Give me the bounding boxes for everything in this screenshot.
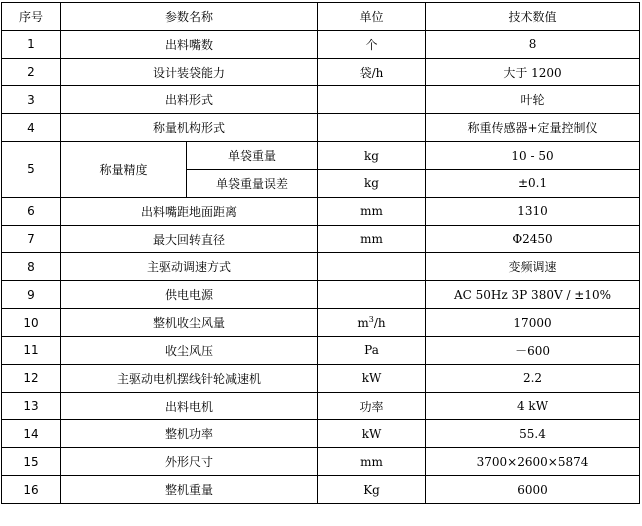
row-name: 整机功率 — [61, 420, 318, 448]
unit-superscript: 3 — [368, 315, 374, 325]
row-unit — [318, 86, 426, 114]
row-unit: kg — [318, 169, 426, 197]
row-index: 8 — [2, 253, 61, 281]
row-index: 14 — [2, 420, 61, 448]
row-unit: mm — [318, 448, 426, 476]
row-name: 出料嘴距地面距离 — [61, 197, 318, 225]
row-unit — [318, 114, 426, 142]
row-name: 外形尺寸 — [61, 448, 318, 476]
row-index: 6 — [2, 197, 61, 225]
table-row — [2, 58, 640, 86]
row-unit: mm — [318, 225, 426, 253]
table-row — [2, 142, 640, 170]
row-index: 4 — [2, 114, 61, 142]
row-value: 8 — [426, 30, 640, 58]
spec-table — [1, 2, 640, 504]
row-index: 9 — [2, 281, 61, 309]
row-sub-name: 单袋重量误差 — [187, 169, 318, 197]
row-name: 最大回转直径 — [61, 225, 318, 253]
table-row — [2, 114, 640, 142]
table-row — [2, 392, 640, 420]
row-value: 2.2 — [426, 364, 640, 392]
row-index: 2 — [2, 58, 61, 86]
row-index: 13 — [2, 392, 61, 420]
table-row — [2, 225, 640, 253]
row-value: －600 — [426, 336, 640, 364]
row-unit: Pa — [318, 336, 426, 364]
row-name: 出料电机 — [61, 392, 318, 420]
row-name: 主驱动电机摆线针轮减速机 — [61, 364, 318, 392]
row-index: 7 — [2, 225, 61, 253]
row-name: 整机重量 — [61, 476, 318, 504]
row-name: 设计装袋能力 — [61, 58, 318, 86]
row-index: 16 — [2, 476, 61, 504]
row-name: 出料嘴数 — [61, 30, 318, 58]
row-value: 10 - 50 — [426, 142, 640, 170]
table-row — [2, 476, 640, 504]
table-row — [2, 420, 640, 448]
row-value: 6000 — [426, 476, 640, 504]
table-row — [2, 86, 640, 114]
row-value: 17000 — [426, 309, 640, 337]
row-unit: 袋/h — [318, 58, 426, 86]
row-value: 1310 — [426, 197, 640, 225]
row-index: 11 — [2, 336, 61, 364]
row-unit: kW — [318, 420, 426, 448]
row-unit — [318, 309, 426, 337]
row-value: 变频调速 — [426, 253, 640, 281]
row-group-name: 称量精度 — [61, 142, 187, 198]
row-index: 12 — [2, 364, 61, 392]
row-value: Φ2450 — [426, 225, 640, 253]
row-unit: mm — [318, 197, 426, 225]
table-row — [2, 448, 640, 476]
row-index: 3 — [2, 86, 61, 114]
row-unit: 个 — [318, 30, 426, 58]
row-name: 整机收尘风量 — [61, 309, 318, 337]
row-index: 15 — [2, 448, 61, 476]
row-name: 收尘风压 — [61, 336, 318, 364]
header-unit: 单位 — [318, 3, 426, 31]
row-value: 大于 1200 — [426, 58, 640, 86]
row-value: 叶轮 — [426, 86, 640, 114]
table-row — [2, 309, 640, 337]
header-index: 序号 — [2, 3, 61, 31]
table-body — [2, 3, 640, 504]
row-index: 5 — [2, 142, 61, 198]
row-unit: Kg — [318, 476, 426, 504]
row-unit: kW — [318, 364, 426, 392]
row-unit — [318, 281, 426, 309]
row-unit — [318, 253, 426, 281]
table-row — [2, 197, 640, 225]
row-index: 1 — [2, 30, 61, 58]
header-row — [2, 3, 640, 31]
row-name: 出料形式 — [61, 86, 318, 114]
row-unit: kg — [318, 142, 426, 170]
row-value: 称重传感器+定量控制仪 — [426, 114, 640, 142]
header-value: 技术数值 — [426, 3, 640, 31]
row-value: 4 kW — [426, 392, 640, 420]
table-row — [2, 364, 640, 392]
row-name: 供电电源 — [61, 281, 318, 309]
row-value: ±0.1 — [426, 169, 640, 197]
row-name: 主驱动调速方式 — [61, 253, 318, 281]
unit-suffix: /h — [373, 316, 386, 331]
table-row — [2, 30, 640, 58]
header-name: 参数名称 — [61, 3, 318, 31]
row-name: 称量机构形式 — [61, 114, 318, 142]
table-row — [2, 253, 640, 281]
row-sub-name: 单袋重量 — [187, 142, 318, 170]
row-unit: 功率 — [318, 392, 426, 420]
unit-base: m — [357, 316, 369, 331]
table-row — [2, 281, 640, 309]
table-row — [2, 336, 640, 364]
row-value: 3700×2600×5874 — [426, 448, 640, 476]
row-value: 55.4 — [426, 420, 640, 448]
row-value: AC 50Hz 3P 380V / ±10% — [426, 281, 640, 309]
row-index: 10 — [2, 309, 61, 337]
